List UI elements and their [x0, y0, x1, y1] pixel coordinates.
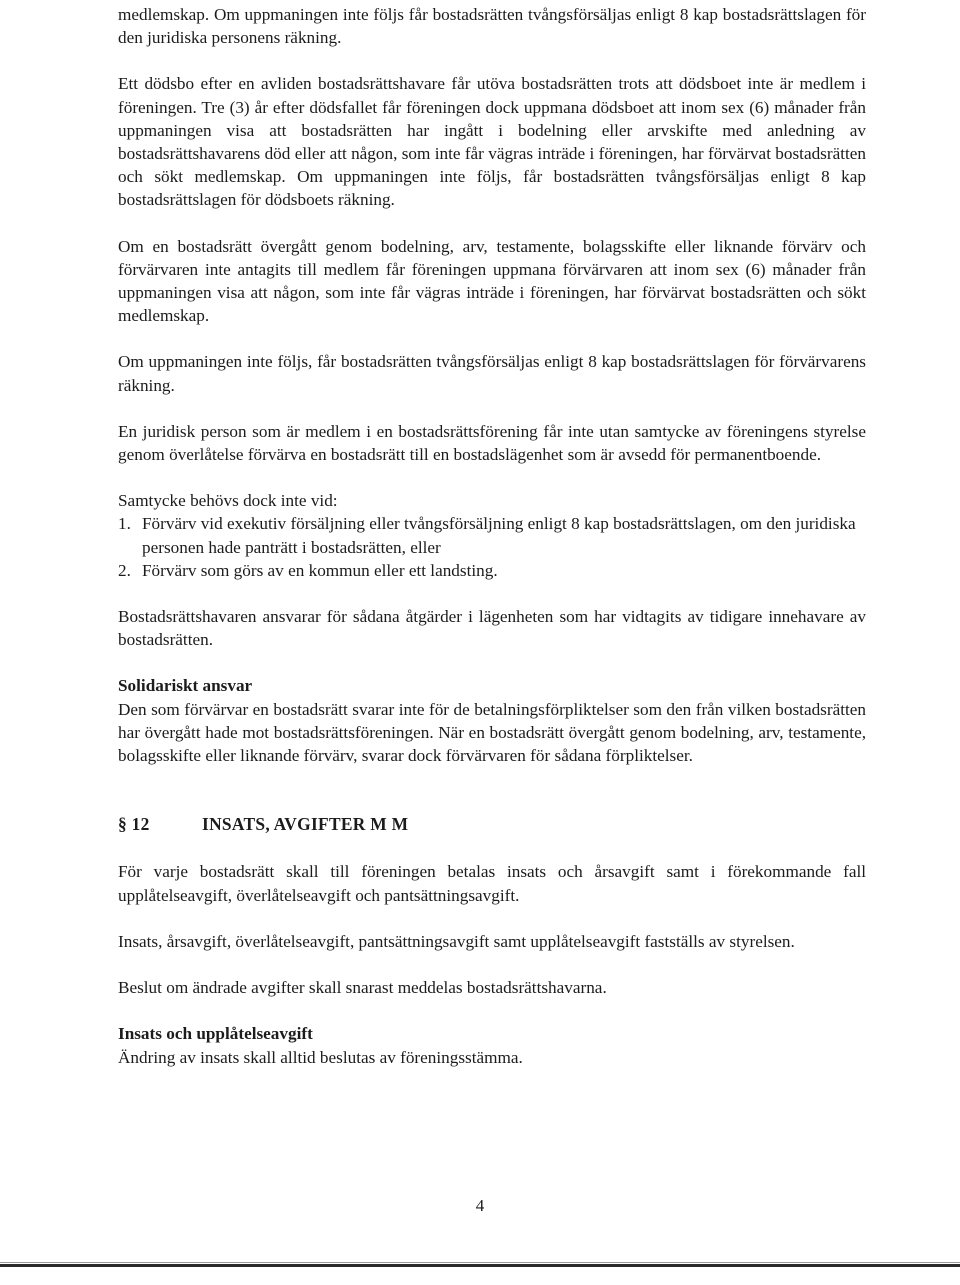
paragraph: En juridisk person som är medlem i en bostadsrättsförening får inte utan samtycke av föreningens styrelse genom överlåtelse förvärva en bostadsrätt till en bostadslägenhet som är avsedd för permanentboende.	[118, 421, 866, 465]
subheading-solidariskt-ansvar: Solidariskt ansvar	[118, 676, 253, 696]
paragraph: Beslut om ändrade avgifter skall snarast meddelas bostadsrättshavarna.	[118, 978, 607, 998]
paragraph: Insats, årsavgift, överlåtelseavgift, pantsättningsavgift samt upplåtelseavgift fastställs av styrelsen.	[118, 931, 795, 951]
paragraph: Ett dödsbo efter en avliden bostadsrättshavare får utöva bostadsrätten trots att dödsboet inte är medlem i föreningen. Tre (3) år efter dödsfallet får föreningen dock uppmana dödsboet att inom sex (6) månader från uppmaningen visa att bostadsrätten har ingått i bodelning eller arvskifte med anledning av bostadsrättshavarens död eller att någon, som inte får vägras inträde i föreningen, har förvärvat bostadsrätten och sökt medlemskap. Om uppmaningen inte följs, får bostadsrätten tvångsförsäljas enligt 8 kap bostadsrättslagen för dödsboets räkning.	[118, 74, 866, 210]
paragraph: Den som förvärvar en bostadsrätt svarar inte för de betalningsförpliktelser som den från vilken bostadsrätten har övergått hade mot bostadsrättsföreningen. När en bostadsrätt övergått genom bodelning, arv, testamente, bolagsskifte eller liknande förvärv, svarar dock förvärvaren för sådana förpliktelser.	[118, 699, 866, 766]
paragraph: Samtycke behövs dock inte vid:	[118, 491, 338, 511]
list-item	[118, 559, 866, 582]
section-heading	[118, 813, 866, 836]
paragraph: Om uppmaningen inte följs, får bostadsrätten tvångsförsäljas enligt 8 kap bostadsrättslagen för förvärvarens räkning.	[118, 352, 866, 395]
paragraph: Om en bostadsrätt övergått genom bodelning, arv, testamente, bolagsskifte eller liknande förvärv och förvärvaren inte antagits till medlem får föreningen uppmana förvärvaren att inom sex (6) månader från uppmaningen visa att någon, som inte får vägras inträde i föreningen, har förvärvat bostadsrätten och sökt medlemskap.	[118, 236, 866, 326]
page-number: 4	[475, 1196, 485, 1215]
paragraph: medlemskap. Om uppmaningen inte följs får bostadsrätten tvångsförsäljas enligt 8 kap bostadsrättslagen för den juridiska personens räkning.	[118, 5, 866, 48]
list-item-number: 1.	[118, 514, 131, 534]
bottom-rule	[0, 1264, 960, 1267]
paragraph: Ändring av insats skall alltid beslutas av föreningsstämma.	[118, 1047, 523, 1067]
list-item-text: Förvärv vid exekutiv försäljning eller tvångsförsäljning enligt 8 kap bostadsrättslagen, om den juridiska personen hade panträtt i bostadsrätten, eller	[142, 514, 856, 557]
bottom-rule-shadow	[0, 1262, 960, 1263]
section-title: INSATS, AVGIFTER M M	[202, 814, 409, 835]
section-number: § 12	[118, 814, 150, 835]
document-page	[118, 0, 866, 1069]
paragraph: För varje bostadsrätt skall till föreningen betalas insats och årsavgift samt i förekommande fall upplåtelseavgift, överlåtelseavgift och pantsättningsavgift.	[118, 862, 866, 905]
paragraph: Bostadsrättshavaren ansvarar för sådana åtgärder i lägenheten som har vidtagits av tidigare innehavare av bostadsrätten.	[118, 607, 866, 650]
list-item	[118, 512, 866, 558]
numbered-list	[118, 512, 866, 582]
subheading-insats: Insats och upplåtelseavgift	[118, 1024, 313, 1044]
list-item-text: Förvärv som görs av en kommun eller ett landsting.	[142, 560, 498, 580]
list-item-number: 2.	[118, 560, 131, 580]
